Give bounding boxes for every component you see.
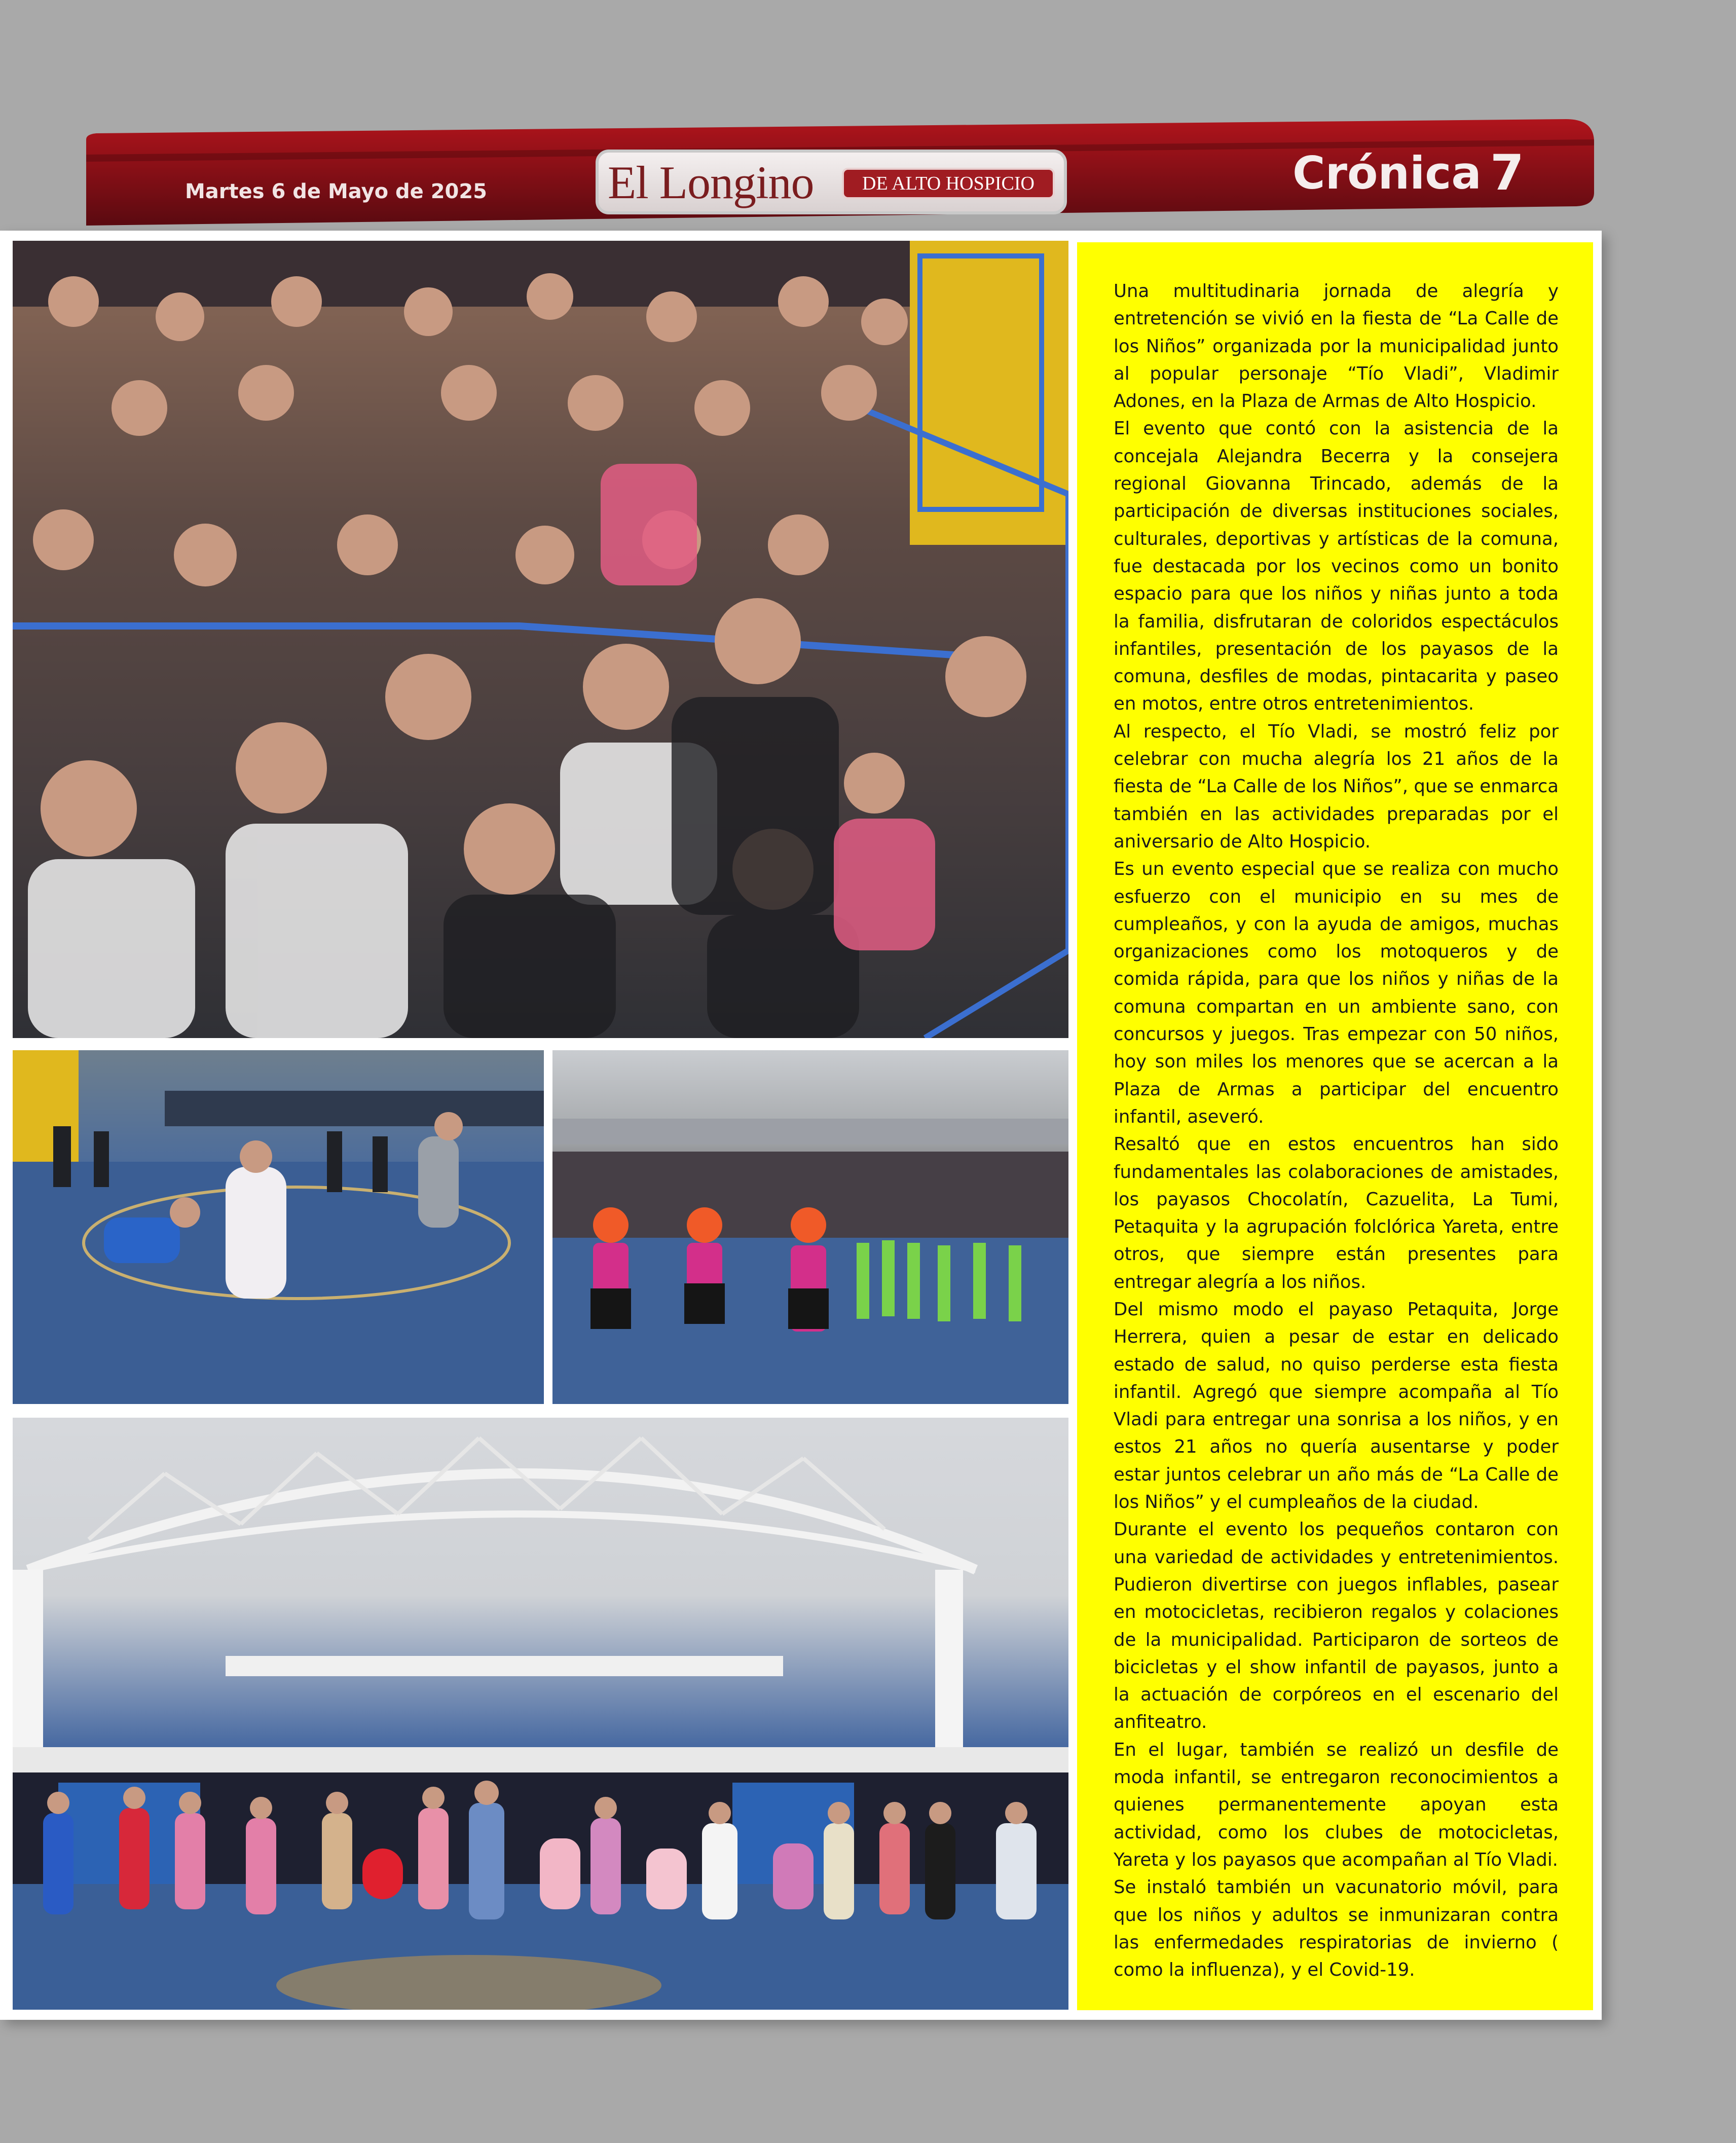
article-paragraph: Se instaló también un vacunatorio móvil, para que los niños y adultos se inmunizaran contra las enfermedades respiratorias de invierno ( como la influenza), y el Covid-19. [1114, 1877, 1559, 1981]
masthead [86, 119, 1597, 226]
section-title: Crónica [1292, 147, 1482, 199]
article-paragraph: Es un evento especial que se realiza con mucho esfuerzo con el municipio en su mes de cumpleaños, y con la ayuda de amigos, muchas organizaciones como los motoqueros y de comida rápida, para que los niños y niñas de la comuna compartan en un ambiente sano, con concursos y juegos. Tras empezar con 50 niños, hoy son miles los menores que se acercan a la Plaza de Armas a participar del encuentro infantil, aseveró. [1114, 859, 1559, 1127]
article-paragraph: Durante el evento los pequeños contaron con una variedad de actividades y entretenimientos. Pudieron divertirse con juegos inflables, pasear en motocicletas, recibieron regalos y colaciones de la municipalidad. Participaron de sorteos de bicicletas y el show infantil de payasos, junto a la actuación de corpóreos en el escenario del anfiteatro. [1114, 1519, 1559, 1733]
page-number: 7 [1490, 144, 1524, 201]
article-paragraph: Al respecto, el Tío Vladi, se mostró feliz por celebrar con mucha alegría los 21 años de la fiesta de “La Calle de los Niños”, que se enmarca también en las actividades preparadas por el aniversario de Alto Hospicio. [1114, 721, 1559, 852]
article-paragraph: Del mismo modo el payaso Petaquita, Jorge Herrera, quien a pesar de estar en delicado estado de salud, no quiso perderse esta fiesta infantil. Agregó que siempre acompaña al Tío Vladi para entregar una sonrisa a los niños, y en estos 21 años no quería ausentarse y poder estar juntos celebrar un año más de “La Calle de los Niños” y el cumpleaños de la ciudad. [1114, 1299, 1559, 1513]
newspaper-logo [596, 150, 1067, 214]
newspaper-name: El Longino [608, 157, 814, 208]
article-box [1077, 242, 1593, 2010]
issue-date: Martes 6 de Mayo de 2025 [185, 180, 488, 203]
crowd-photo [13, 241, 1068, 1038]
stage-fashion-show-photo [13, 1418, 1068, 2010]
article-body [1114, 278, 1559, 1984]
folk-dance-photo [552, 1050, 1068, 1404]
newspaper-subtitle: DE ALTO HOSPICIO [842, 168, 1055, 199]
dance-performance-photo [13, 1050, 544, 1404]
article-paragraph: Resaltó que en estos encuentros han sido fundamentales las colaboraciones de amistades, los payasos Chocolatín, Cazuelita, La Tumi, Petaquita y la agrupación folclórica Yareta, entre otros, que siempre están presentes para entregar alegría a los niños. [1114, 1134, 1559, 1292]
article-paragraph: En el lugar, también se realizó un desfile de moda infantil, se entregaron reconocimientos a quienes permanentemente apoyan esta actividad, como los clubes de motocicletas, Yareta y los payasos que acompañan al Tío Vladi. [1114, 1739, 1559, 1870]
article-paragraph: El evento que contó con la asistencia de la concejala Alejandra Becerra y la consejera regional Giovanna Trincado, además de la participación de diversas instituciones sociales, culturales, deportivas y artísticas de la comuna, fue destacada por los vecinos como un bonito espacio para que los niños y niñas junto a toda la familia, disfrutaran de coloridos espectáculos infantiles, presentación de los payasos de la comuna, desfiles de modas, pintacarita y paseo en motos, entre otros entretenimientos. [1114, 418, 1559, 715]
article-paragraph: Una multitudinaria jornada de alegría y entretención se vivió en la fiesta de “La Calle de los Niños” organizada por la municipalidad junto al popular personaje “Tío Vladi”, Vladimir Adones, en la Plaza de Armas de Alto Hospicio. [1114, 281, 1559, 412]
